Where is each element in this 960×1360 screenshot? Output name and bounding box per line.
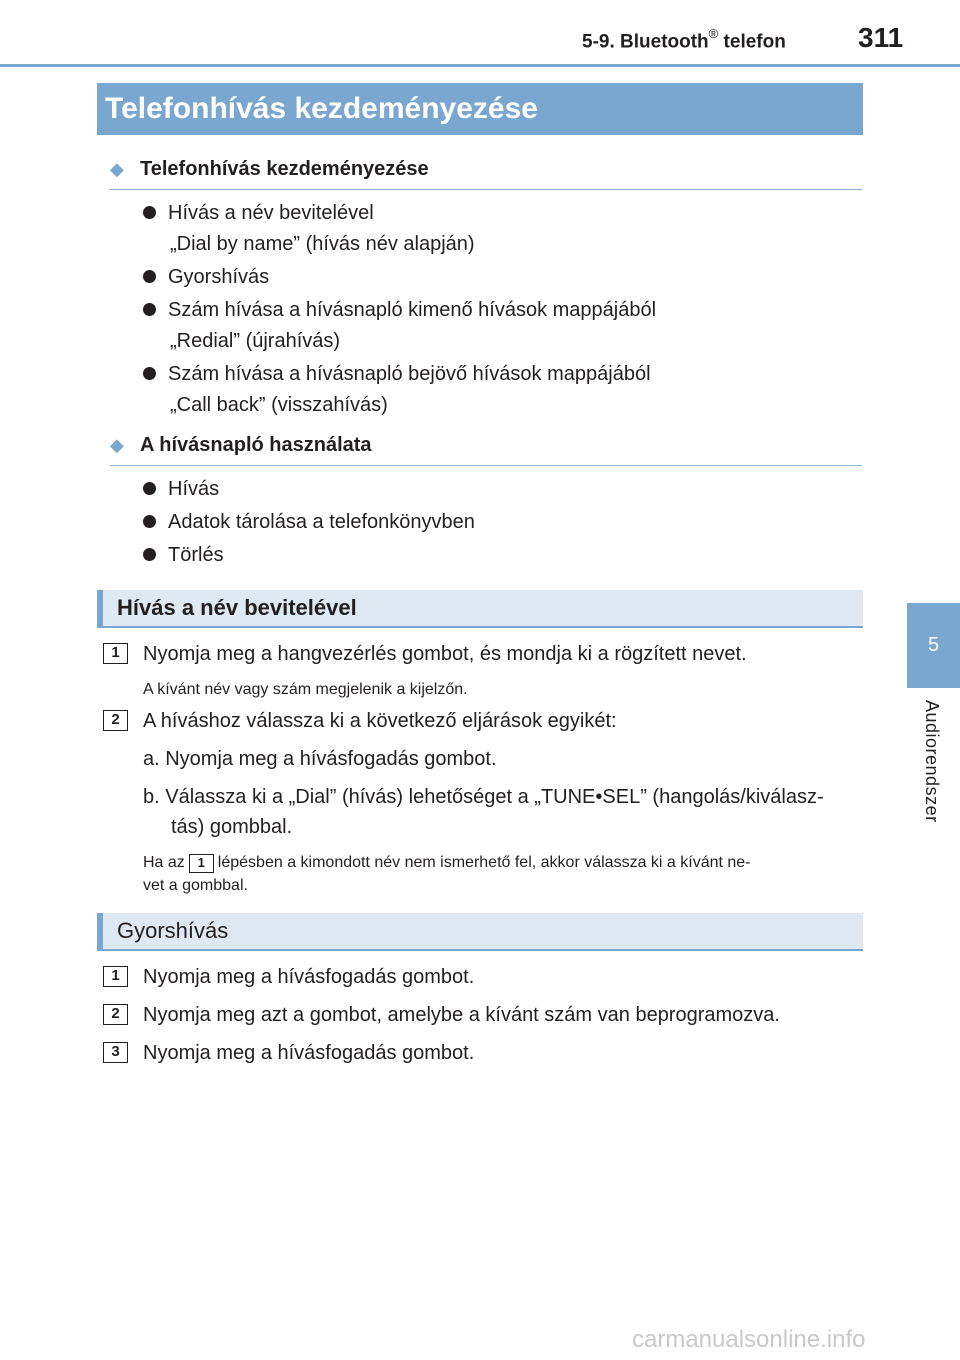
step-text: Nyomja meg a hívásfogadás gombot.: [143, 1042, 475, 1064]
bullet-icon: [143, 482, 156, 495]
step-text: Nyomja meg a hangvezérlés gombot, és mondja ki a rögzített nevet.: [143, 643, 747, 665]
watermark: carmanualsonline.info: [632, 1326, 866, 1353]
note: [143, 852, 751, 874]
chapter-label: Audiorendszer: [922, 700, 942, 823]
diamond-icon: ◆: [110, 435, 124, 455]
step-text: A híváshoz válassza ki a következő eljárások egyikét:: [143, 710, 617, 732]
bullet-icon: [143, 367, 156, 380]
main-section-banner: Telefonhívás kezdeményezése: [97, 83, 863, 135]
header-divider: [0, 64, 960, 67]
list-item: [143, 198, 475, 260]
chapter-tab: [907, 603, 960, 688]
subheading-text: A hívásnapló használata: [140, 434, 372, 456]
bullet-icon: [143, 515, 156, 528]
list-item: [143, 359, 651, 421]
diamond-icon: ◆: [110, 159, 124, 179]
step-number: 1: [103, 966, 128, 987]
header-title-suffix: telefon: [718, 31, 786, 53]
list-item-subtext: „Dial by name” (hívás név alapján): [170, 233, 475, 255]
bullet-icon: [143, 548, 156, 561]
list-item-text: Adatok tárolása a telefonkönyvben: [168, 511, 475, 533]
list-item-text: Szám hívása a hívásnapló bejövő hívások mappájából: [168, 363, 651, 385]
subheading-call-log: [110, 434, 862, 466]
list-item-subtext: „Call back” (visszahívás): [170, 394, 388, 416]
list-item-subtext: „Redial” (újrahívás): [170, 330, 341, 352]
header-title-prefix: 5-9. Bluetooth: [582, 31, 709, 53]
option-b: b. Válassza ki a „Dial” (hívás) lehetőséget a „TUNE•SEL” (hangolás/kiválasz-: [143, 786, 824, 808]
step-text: Nyomja meg a hívásfogadás gombot.: [143, 966, 475, 988]
option-a: a. Nyomja meg a hívásfogadás gombot.: [143, 748, 497, 770]
list-item-text: Törlés: [168, 544, 224, 566]
step-number: 3: [103, 1042, 128, 1063]
list-item: [143, 295, 656, 357]
page-number: 311: [858, 22, 904, 53]
list-item-text: Gyorshívás: [168, 266, 270, 288]
chapter-number: 5: [927, 634, 940, 656]
registered-mark: ®: [708, 26, 719, 41]
step-number: 2: [103, 1004, 128, 1025]
list-item: [143, 540, 224, 571]
step-number: 2: [103, 710, 128, 731]
step-text: Nyomja meg azt a gombot, amelybe a kívánt szám van beprogramozva.: [143, 1004, 780, 1026]
subheading-text: Telefonhívás kezdeményezése: [140, 158, 429, 180]
section-title-speed-dial: Gyorshívás: [97, 913, 863, 951]
bullet-icon: [143, 206, 156, 219]
step-number: 1: [103, 643, 128, 664]
list-item: [143, 262, 269, 293]
bullet-icon: [143, 303, 156, 316]
option-b-continuation: tás) gombbal.: [171, 816, 293, 838]
note-suffix: lépésben a kimondott név nem ismerhető fel, akkor válassza ki a kívánt ne-: [217, 854, 751, 871]
note-continuation: vet a gombbal.: [143, 877, 248, 894]
step-reference: 1: [189, 854, 214, 873]
list-item-text: Hívás: [168, 478, 220, 500]
list-item: [143, 507, 475, 538]
note-prefix: Ha az: [143, 854, 185, 871]
list-item: [143, 474, 219, 505]
step-note: A kívánt név vagy szám megjelenik a kijelzőn.: [143, 681, 468, 698]
bullet-icon: [143, 270, 156, 283]
list-item-text: Hívás a név bevitelével: [168, 202, 374, 224]
section-title-name-entry: Hívás a név bevitelével: [97, 590, 863, 628]
subheading-call-start: [110, 158, 862, 190]
list-item-text: Szám hívása a hívásnapló kimenő hívások mappájából: [168, 299, 657, 321]
running-header: [582, 28, 786, 53]
